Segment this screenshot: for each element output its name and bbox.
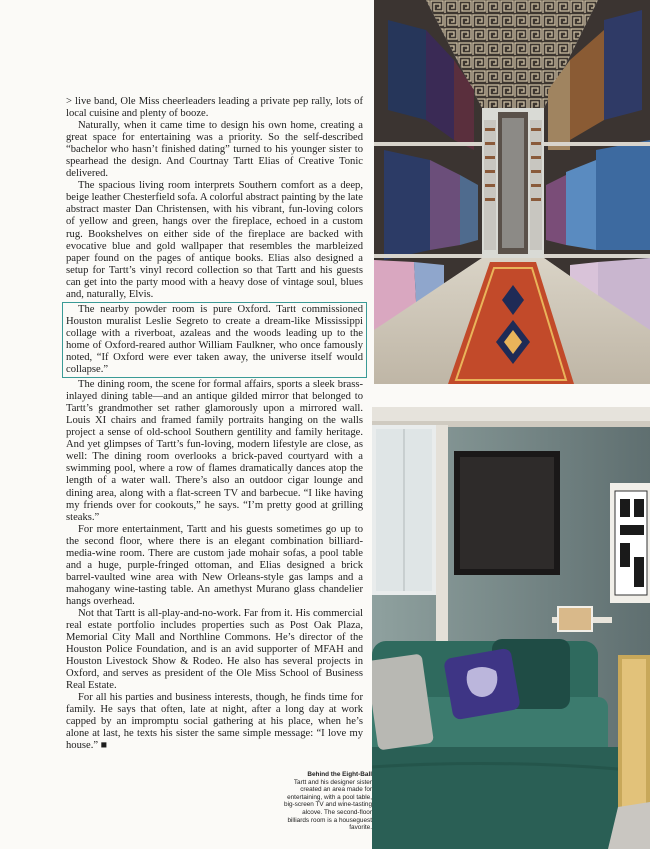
article-paragraph: The nearby powder room is pure Oxford. Tartt commissioned Houston muralist Leslie Segreto to create a dream-like Mississippi collage with a riverboat, azaleas and the woods leading up to the home of Oxford-reared author William Faulkner, who once famously noted, “If Oxford were ever taken away, the universe itself would collapse.” (66, 303, 363, 376)
highlighted-paragraph-box (62, 302, 367, 378)
billiard-media-room-photo (372, 407, 650, 849)
billiard-room-illustration (372, 407, 650, 849)
closet-illustration (374, 0, 650, 384)
article-paragraph: The spacious living room interprets Southern comfort as a deep, beige leather Chesterfield sofa. A colorful abstract painting by the late abstract master Dan Christensen, with his vibrant, fun-loving colors of yellow and green, hangs over the fireplace, echoed in a custom rug. Bookshelves on either side of the fireplace are backed with evocative blue and gold wallpaper that resembles the marbleized paper found on the pages of antique books. Elias also designed a setup for Tartt’s vinyl record collection so that Tartt and his guests can get into the party mood with a heavy dose of vintage soul, blues and, naturally, Elvis. (66, 180, 363, 300)
photo-caption (279, 771, 372, 832)
framed-artwork (610, 483, 650, 603)
walk-in-closet-photo (374, 0, 650, 384)
article-paragraph: Naturally, when it came time to design his own home, creating a great space for entertaining was a priority. So the self-described “bachelor who hasn’t finished dating” turned to his younger sister to spearhead the design. And Courtnay Tartt Elias of Creative Tonic delivered. (66, 120, 363, 180)
article-paragraph: Not that Tartt is all-play-and-no-work. Far from it. His commercial real estate portfolio includes properties such as Post Oak Plaza, Memorial City Mall and Northline Commons. He’s director of the Houston Police Foundation, and is an avid supporter of MFAH and Houston Livestock Show & Rodeo. He also has several projects in Oxford, and serves as president of the Ole Miss School of Business Real Estate. (66, 607, 363, 692)
article-paragraph: The dining room, the scene for formal affairs, sports a sleek brass-inlayed dining table—and an antique gilded mirror that belonged to Tartt’s grandmother set rather glamorously upon a mirrored wall. Louis XI chairs and framed family portraits hanging on the walls project a sense of old-school Southern gentility and family heritage. And yet glimpses of Tartt’s fun-loving, modern lifestyle are close, as well: The dining room overlooks a brick-paved courtyard with a swimming pool, where a row of flames dramatically dances atop the length of a water wall. There’s also an outdoor cigar lounge and dining area, along with a flat-screen TV and barbecue. “I like having my friends over for cookouts,” he says. “I’m pretty good at grilling steaks.” (66, 379, 363, 523)
article-paragraph: > live band, Ole Miss cheerleaders leading a private pep rally, lots of local cuisine and plenty of booze. (66, 96, 363, 120)
article-paragraph: For more entertainment, Tartt and his guests sometimes go up to the second floor, where there is an elegant combination billiard-media-wine room. There are custom jade mohair sofas, a pool table and a huge, purple-fringed ottoman, and Elias designed a brick barrel-vaulted wine area with New Orleans-style gas lamps and a mahogany wine-tasting table. An amethyst Murano glass chandelier hangs overhead. (66, 523, 363, 607)
article-paragraph: For all his parties and business interests, though, he finds time for family. He says that often, late at night, after a long day at work capped by an impromptu social gathering at his place, when he’s alone at last, he texts his sister the same simple message: “I love my house.” ■ (66, 692, 363, 752)
purple-pillow (443, 648, 521, 721)
caption-title: Behind the Eight-Ball (307, 771, 372, 778)
article-body (66, 96, 363, 753)
caption-body: Tartt and his designer sister created an area made for entertaining, with a pool table, big-screen TV and wine-tasting alcove. The second-floor billiards room is a houseguest favorite. (284, 778, 372, 832)
